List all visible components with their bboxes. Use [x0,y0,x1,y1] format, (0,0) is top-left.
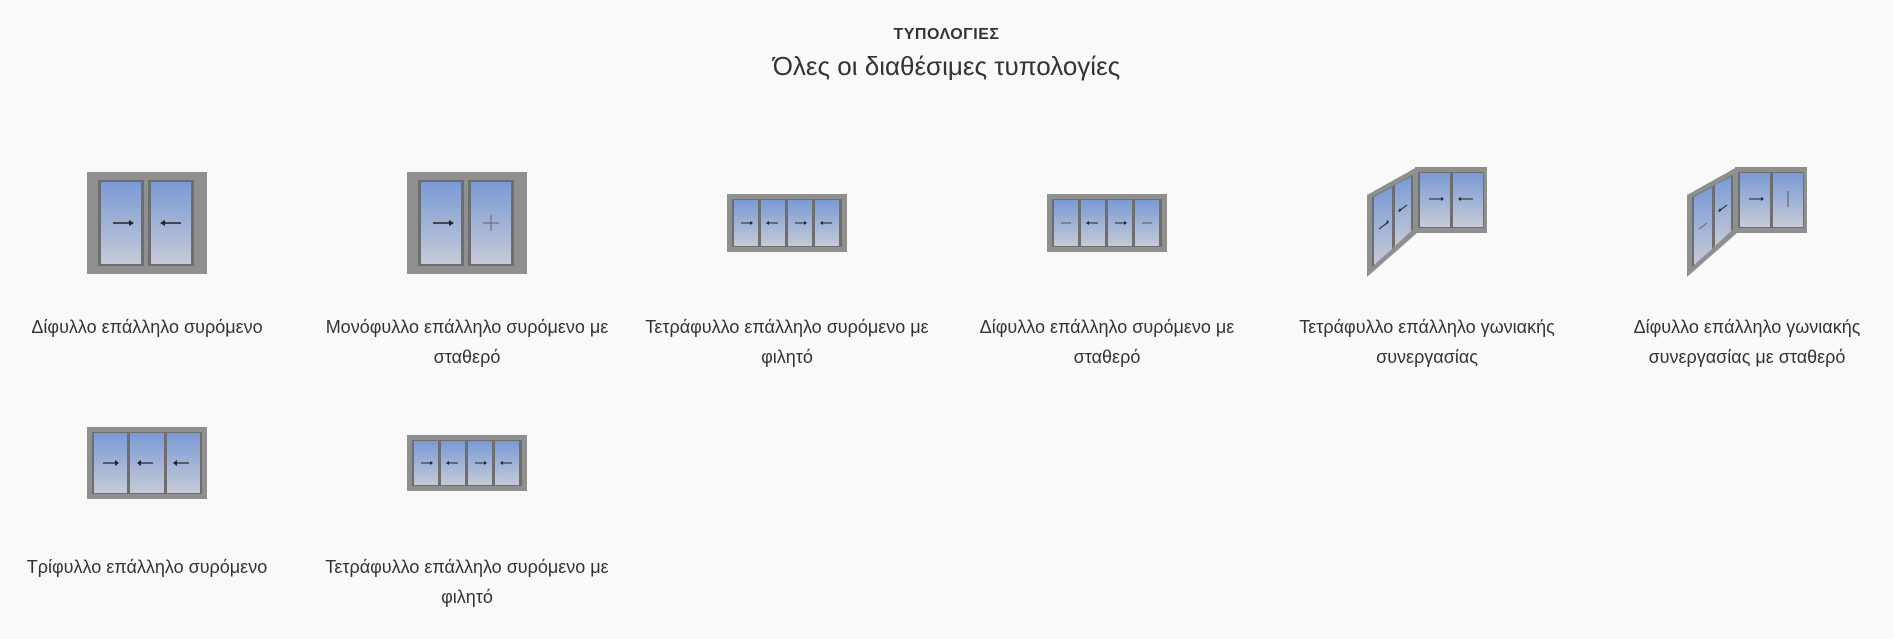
four-leaf-corner-sliding-window-icon [1367,167,1487,279]
typology-thumb [317,158,617,288]
two-leaf-sliding-window-icon [87,172,207,274]
typology-label: Τετράφυλλο επάλληλο συρόμενο με φιλητό [645,317,929,367]
typology-thumb [637,158,937,288]
typology-thumb [0,158,297,288]
typology-thumb [957,158,1257,288]
three-leaf-sliding-window-icon [87,427,207,499]
four-leaf-sliding-with-mullion-window-icon [407,435,527,491]
typology-label: Τετράφυλλο επάλληλο γωνιακής συνεργασίας [1299,317,1555,367]
four-leaf-sliding-with-mullion-window-icon [727,194,847,252]
typology-label: Μονόφυλλο επάλληλο συρόμενο με σταθερό [325,317,609,367]
typology-label: Τρίφυλλο επάλληλο συρόμενο [26,557,268,577]
typology-label: Δίφυλλο επάλληλο συρόμενο με σταθερό [979,317,1235,367]
two-leaf-sliding-with-fixed-window-icon [1047,194,1167,252]
typology-thumb [1277,158,1577,288]
typology-label: Δίφυλλο επάλληλο συρόμενο [31,317,263,337]
typology-label: Τετράφυλλο επάλληλο συρόμενο με φιλητό [325,557,609,607]
typology-thumb [0,398,297,528]
section-eyebrow: ΤΥΠΟΛΟΓΙΕΣ [893,26,1000,43]
two-leaf-corner-sliding-with-fixed-window-icon [1687,167,1807,279]
single-leaf-sliding-with-fixed-window-icon [407,172,527,274]
typology-label: Δίφυλλο επάλληλο γωνιακής συνεργασίας με σταθερό [1633,317,1861,367]
typology-thumb [1597,158,1893,288]
section-title: Όλες οι διαθέσιμες τυπολογίες [772,51,1121,81]
typology-thumb [317,398,617,528]
